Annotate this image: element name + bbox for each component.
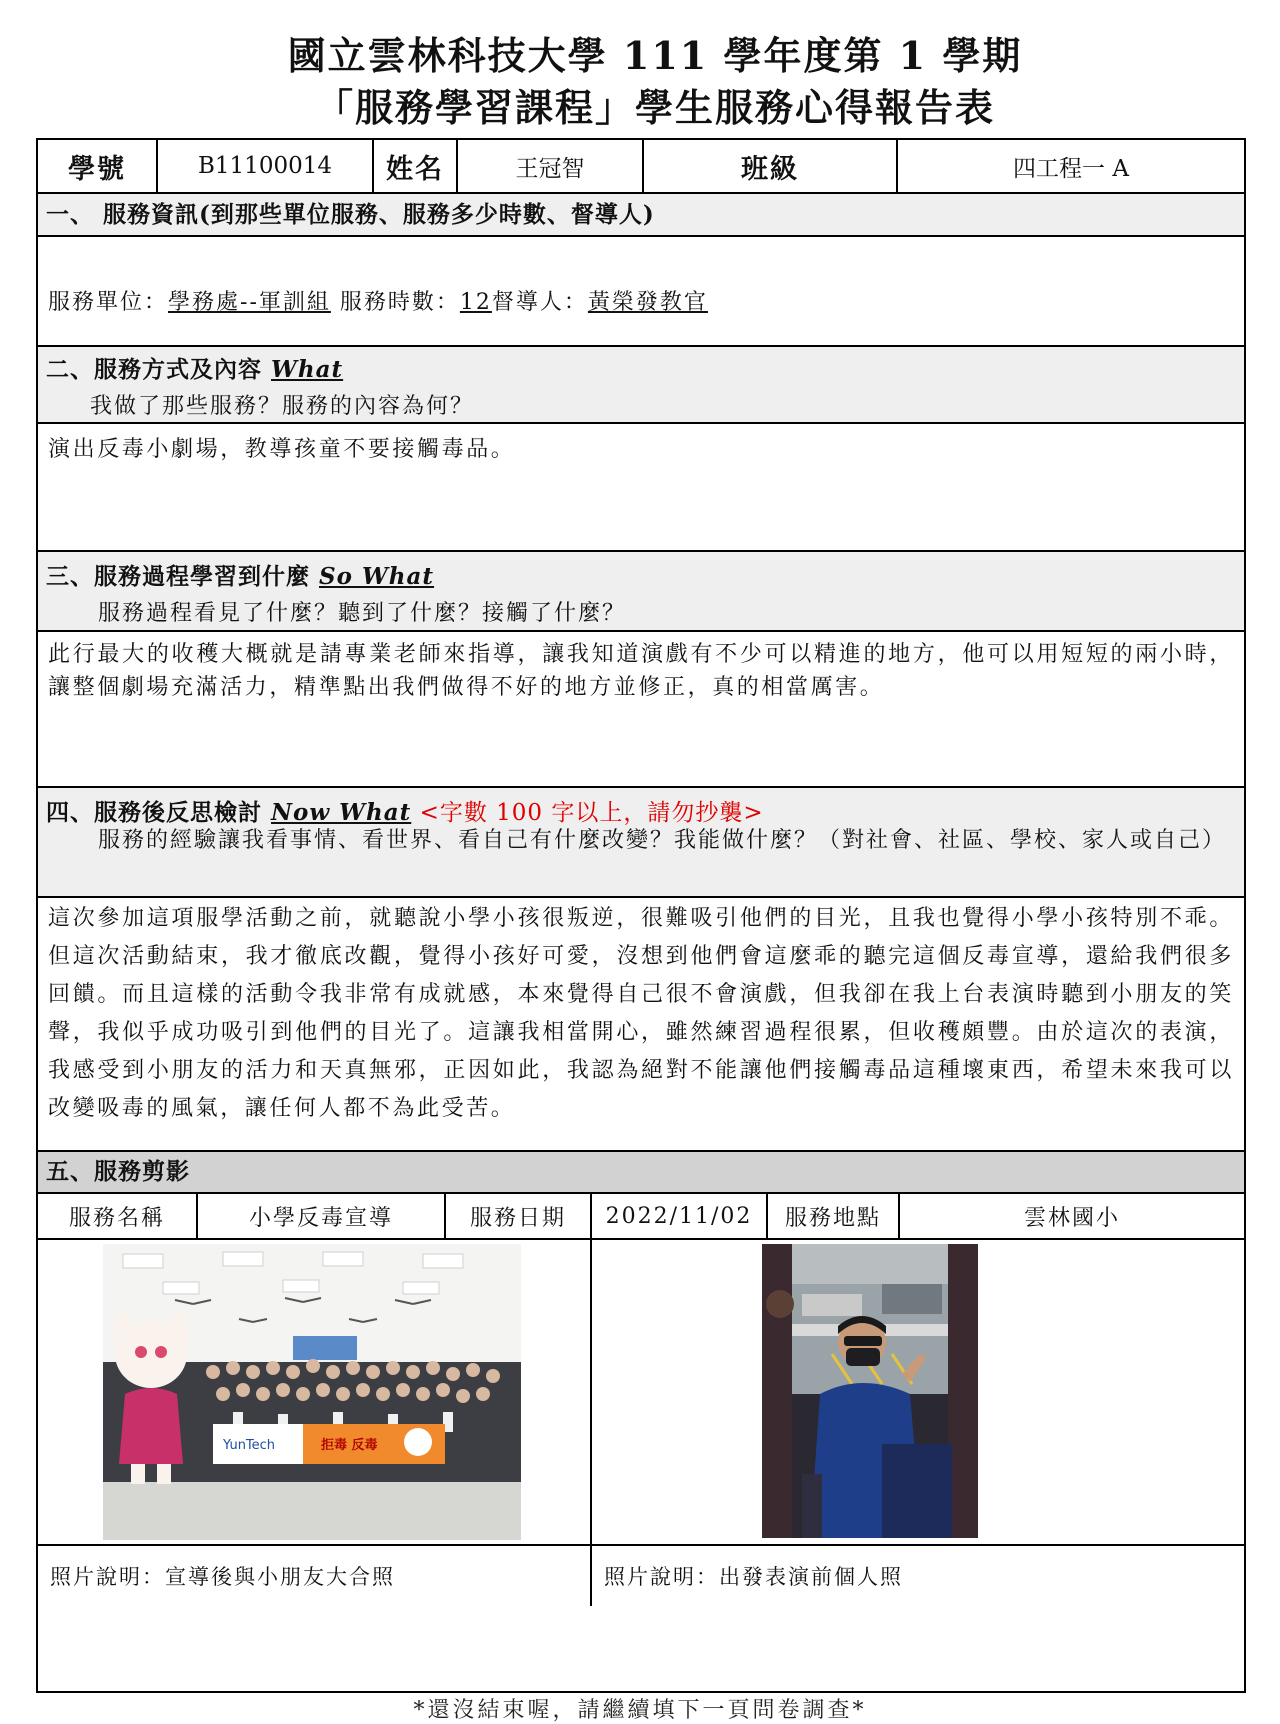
section3-content xyxy=(38,632,1244,788)
group-photo-image xyxy=(103,1244,521,1540)
service-date-label: 服務日期 xyxy=(446,1194,592,1238)
section5-title: 五、服務剪影 xyxy=(46,1158,190,1185)
student-id-value: B11100014 xyxy=(158,140,374,192)
personal-photo-image xyxy=(762,1244,978,1538)
service-info-line xyxy=(48,285,708,316)
student-name-value: 王冠智 xyxy=(458,140,644,192)
section1-content xyxy=(38,237,1244,347)
footer-note: *還沒結束喔，請繼續填下一頁問卷調查* xyxy=(413,1698,867,1723)
section3-text: 此行最大的收穫大概就是請專業老師來指導，讓我知道演戲有不少可以精進的地方，他可以用短短的兩小時，讓整個劇場充滿活力，精準點出我們做得不好的地方並修正，真的相當厲害。 xyxy=(48,642,1234,700)
document-subtitle: 「服務學習課程」學生服務心得報告表 xyxy=(314,85,995,130)
student-name-label: 姓名 xyxy=(374,140,458,192)
service-hours-label: 服務時數： xyxy=(330,290,460,315)
document-title: 國立雲林科技大學 111 學年度第 1 學期 xyxy=(287,33,1023,78)
section3-title-text: 三、服務過程學習到什麼 xyxy=(46,563,320,590)
section5-info-row xyxy=(38,1194,1244,1240)
section2-prompt: 我做了那些服務？服務的內容為何？ xyxy=(90,394,475,419)
section2-title xyxy=(38,351,343,384)
service-name-value: 小學反毒宣導 xyxy=(198,1194,446,1238)
service-unit-label: 服務單位： xyxy=(48,290,169,315)
section1-title: 一、 服務資訊(到那些單位服務、服務多少時數、督導人) xyxy=(46,201,655,228)
supervisor-label: 督導人： xyxy=(491,290,588,315)
section3-title-en: So What xyxy=(319,563,435,590)
section2-header xyxy=(38,347,1244,424)
service-name-label: 服務名稱 xyxy=(38,1194,198,1238)
banner-logo: YunTech xyxy=(223,1438,276,1453)
section2-title-text: 二、服務方式及內容 xyxy=(46,356,272,383)
section4-header xyxy=(38,788,1244,898)
service-hours-value: 12 xyxy=(459,290,492,315)
report-form xyxy=(36,138,1246,1693)
group-photo xyxy=(103,1244,521,1540)
section2-title-en: What xyxy=(271,356,344,383)
section3-header xyxy=(38,552,1244,632)
section4-text: 這次參加這項服學活動之前，就聽說小學小孩很叛逆，很難吸引他們的目光，且我也覺得小學小孩特別不乖。但這次活動結束，我才徹底改觀，覺得小孩好可愛，沒想到他們會這麼乖的聽完這個反毒宣導，還給我們很多回饋。而且這樣的活動令我非常有成就感，本來覺得自己很不會演戲，但我卻在我上台表演時聽到小朋友的笑聲，我似乎成功吸引到他們的目光了。這讓我相當開心，雖然練習過程很累，但收穫頗豐。由於這次的表演，我感受到小朋友的活力和天真無邪，正因如此，我認為絕對不能讓他們接觸毒品這種壞東西，希望未來我可以改變吸毒的風氣，讓任何人都不為此受苦。 xyxy=(48,906,1234,1121)
supervisor-value: 黃榮發教官 xyxy=(587,290,708,315)
student-class-label: 班級 xyxy=(644,140,898,192)
section4-title xyxy=(38,794,764,827)
section5-header xyxy=(38,1152,1244,1194)
document-header xyxy=(0,30,1280,134)
student-id-label: 學號 xyxy=(38,140,158,192)
student-info-row xyxy=(38,140,1244,194)
personal-photo xyxy=(762,1244,978,1538)
section3-title xyxy=(38,558,434,591)
photo1-caption: 照片說明：宣導後與小朋友大合照 xyxy=(38,1546,592,1606)
section2-text: 演出反毒小劇場，教導孩童不要接觸毒品。 xyxy=(48,437,516,462)
section4-note: <字數 100 字以上，請勿抄襲> xyxy=(411,800,764,826)
service-place-label: 服務地點 xyxy=(768,1194,900,1238)
section1-header xyxy=(38,194,1244,237)
student-class-value: 四工程一 A xyxy=(1013,155,1129,182)
section2-content xyxy=(38,424,1244,552)
section4-title-en: Now What xyxy=(271,799,412,826)
banner-text: 拒毒 反毒 xyxy=(321,1438,378,1453)
photo2-caption: 照片說明：出發表演前個人照 xyxy=(604,1565,903,1589)
section3-prompt: 服務過程看見了什麼？聽到了什麼？接觸了什麼？ xyxy=(98,601,627,626)
service-unit-value: 學務處--軍訓組 xyxy=(168,290,331,315)
photos-row xyxy=(38,1240,1244,1546)
captions-row xyxy=(38,1546,1244,1606)
service-date-value: 2022/11/02 xyxy=(592,1194,768,1238)
section4-content xyxy=(38,898,1244,1152)
section4-prompt: 服務的經驗讓我看事情、看世界、看自己有什麼改變？我能做什麼？（對社會、社區、學校、家人或自己） xyxy=(98,828,1227,853)
service-place-value: 雲林國小 xyxy=(1023,1205,1120,1231)
section4-title-text: 四、服務後反思檢討 xyxy=(46,799,272,826)
